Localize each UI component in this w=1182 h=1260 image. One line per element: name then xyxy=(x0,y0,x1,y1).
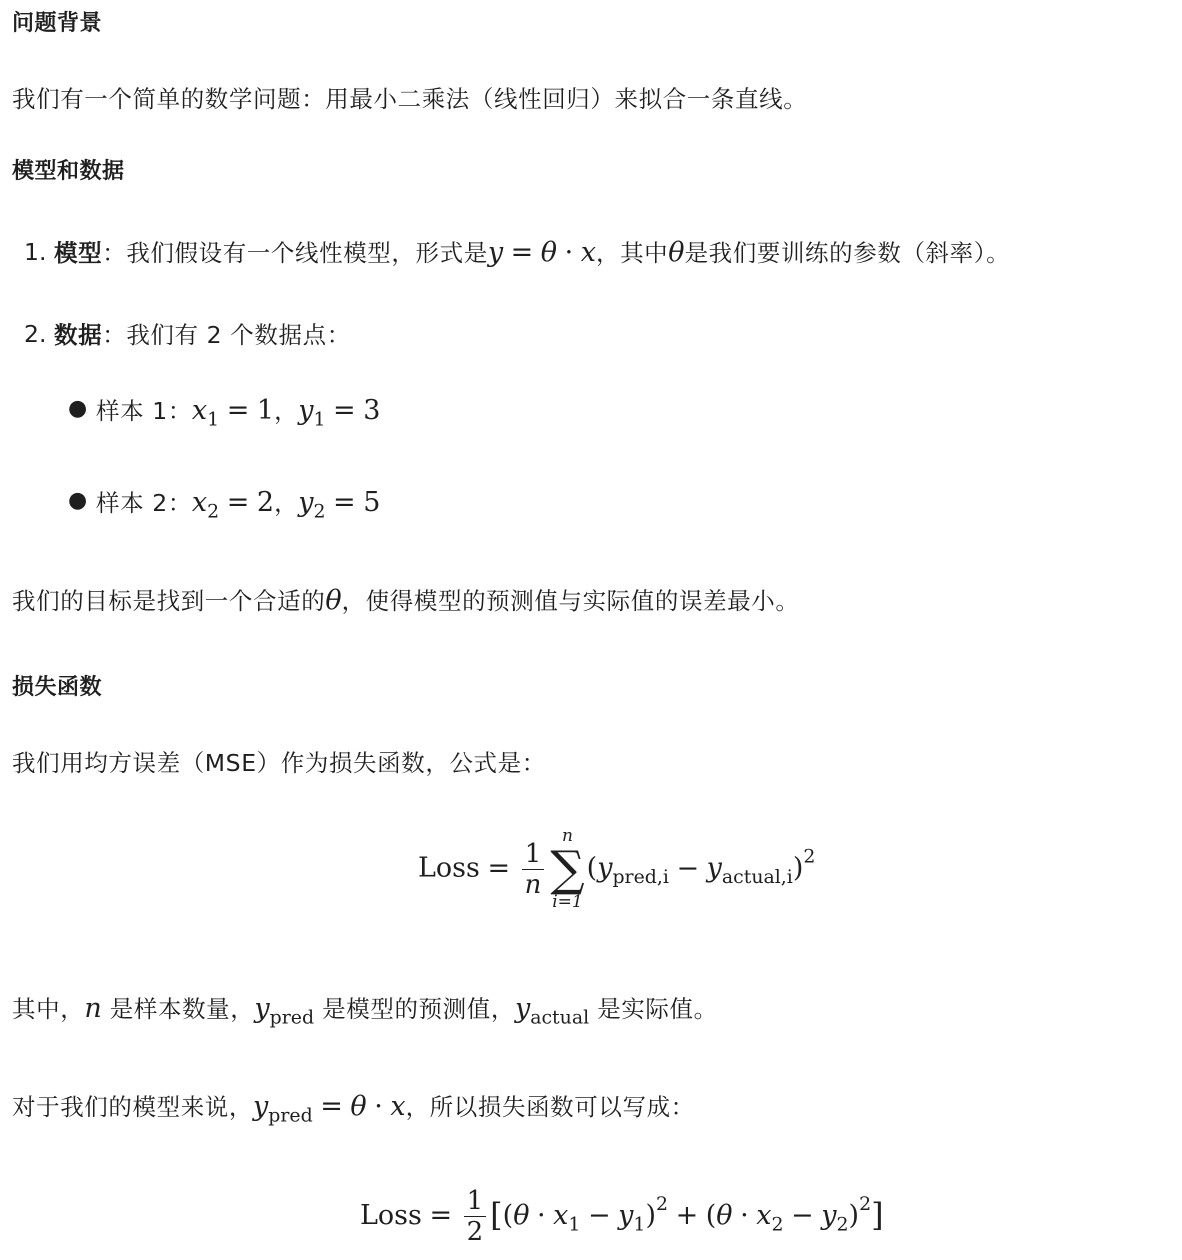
formula-mse: Loss = $\frac{1}{n}$ n ∑ i=1 $(y_{pred,i} - y_{actual,i})^2$ xyxy=(418,826,816,912)
bullet-icon: ● xyxy=(68,396,88,421)
sum-icon: n ∑ i=1 xyxy=(550,826,585,912)
list-number: 2. xyxy=(24,320,47,348)
heading-model-data: 模型和数据 xyxy=(12,159,125,184)
item-bold-data: 数据 xyxy=(54,321,103,349)
math-model-eq: y = θ · x xyxy=(487,237,596,268)
formula-loss-expanded: Loss = $\frac{1}{2}$ $[(\theta \cdot x_1 - y_1)^2 + (\theta \cdot x_2 - y_2)^2]$ xyxy=(360,1186,884,1247)
goal-text: 我们的目标是找到一个合适的θ，使得模型的预测值与实际值的误差最小。 xyxy=(12,585,800,616)
heading-loss: 损失函数 xyxy=(12,675,103,700)
for-model-text: 对于我们的模型来说，$y_{pred} = \theta \cdot x$，所以损失函数可以写成： xyxy=(12,1091,695,1127)
where-text: 其中，n 是样本数量，$y_{pred}$ 是模型的预测值，$y_{actual}$ 是实际值。 xyxy=(12,993,718,1029)
background-text: 我们有一个简单的数学问题：用最小二乘法（线性回归）来拟合一条直线。 xyxy=(12,85,808,113)
loss-intro: 我们用均方误差（MSE）作为损失函数，公式是： xyxy=(12,749,546,777)
list-number: 1. xyxy=(24,238,47,266)
bullet-icon: ● xyxy=(68,488,88,513)
math-sample-1: $x_1 = 1$ xyxy=(191,395,275,431)
item-bold-model: 模型 xyxy=(54,239,103,267)
heading-background: 问题背景 xyxy=(12,11,103,36)
math-sample-2: $x_2 = 2$ xyxy=(191,487,275,523)
